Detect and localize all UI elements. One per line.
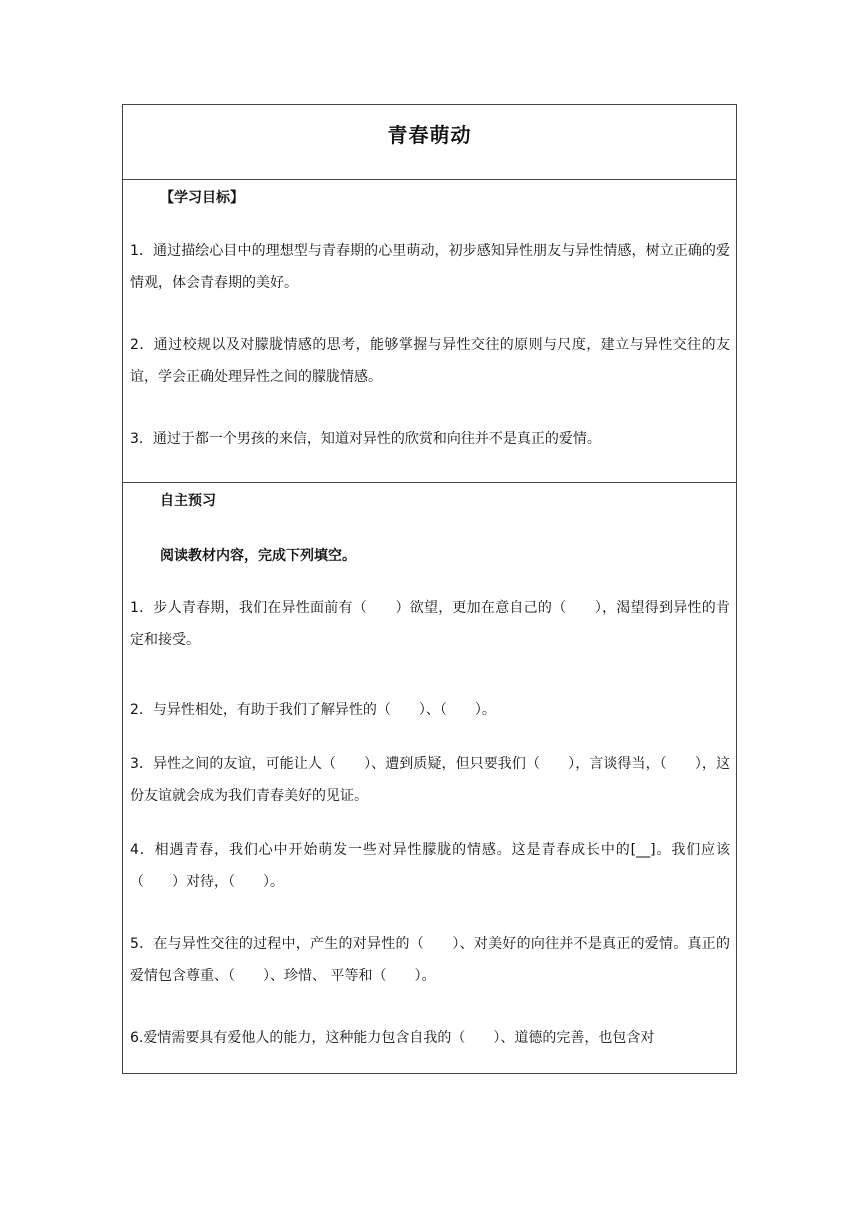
fill-blank-item-5: 5．在与异性交往的过程中，产生的对异性的（ ）、对美好的向往并不是真正的爱情。真正的爱情包含尊重、（ ）、珍惜、 平等和（ ）。 <box>130 936 730 984</box>
title-row <box>123 105 736 180</box>
fill-blank-item-3: 3．异性之间的友谊，可能让人（ ）、遭到质疑，但只要我们（ ），言谈得当，（ ），这份友谊就会成为我们青春美好的见证。 <box>130 756 730 804</box>
preview-instruction: 阅读教材内容，完成下列填空。 <box>160 548 356 564</box>
self-preview-heading: 自主预习 <box>160 493 216 509</box>
fill-blank-item-1: 1．步人青春期，我们在异性面前有（ ）欲望，更加在意自己的（ ），渴望得到异性的肯定和接受。 <box>130 600 730 648</box>
self-preview-section <box>123 482 736 1073</box>
page-title: 青春萌动 <box>387 123 472 147</box>
fill-blank-item-6: 6.爱情需要具有爱他人的能力，这种能力包含自我的（ ）、道德的完善，也包含对 <box>130 1030 655 1046</box>
learning-goals-heading: 【学习目标】 <box>160 190 244 206</box>
goal-item-3: 3．通过于都一个男孩的来信，知道对异性的欣赏和向往并不是真正的爱情。 <box>130 431 601 447</box>
fill-blank-item-4: 4．相遇青春，我们心中开始萌发一些对异性朦胧的情感。这是青春成长中的[__]。我们应该（ ）对待，（ ）。 <box>130 842 730 890</box>
goal-item-1: 1．通过描绘心目中的理想型与青春期的心里萌动，初步感知异性朋友与异性情感，树立正确的爱情观，体会青春期的美好。 <box>130 243 730 291</box>
fill-blank-item-2: 2．与异性相处，有助于我们了解异性的（ ）、（ ）。 <box>130 702 496 718</box>
learning-goals-section <box>123 179 736 483</box>
goal-item-2: 2．通过校规以及对朦胧情感的思考，能够掌握与异性交往的原则与尺度，建立与异性交往的友谊，学会正确处理异性之间的朦胧情感。 <box>130 337 730 385</box>
document-table <box>122 104 737 1074</box>
